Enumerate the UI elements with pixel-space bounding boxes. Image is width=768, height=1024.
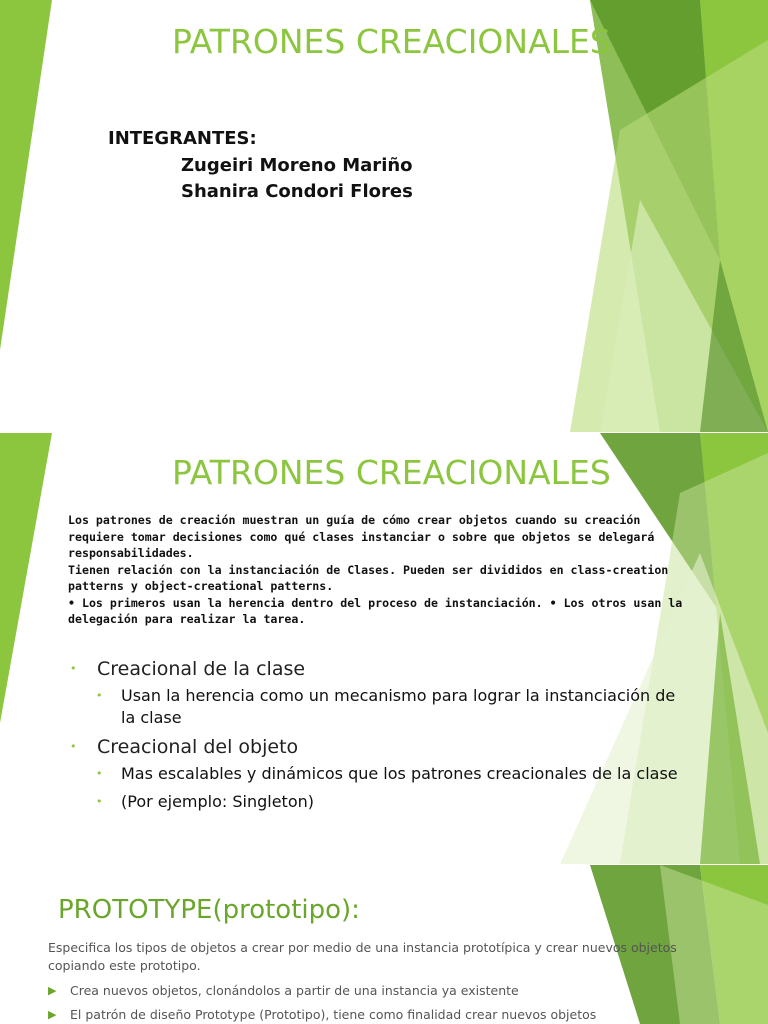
list-item-label: Creacional de la clase (97, 658, 306, 680)
green-decoration (0, 0, 768, 432)
intro-text (68, 512, 688, 628)
prototype-title (58, 895, 360, 925)
list-item (48, 1006, 688, 1024)
bullet-dot-icon: • (96, 689, 103, 702)
list-item (68, 735, 688, 759)
bullet-dot-icon: • (70, 662, 77, 675)
member-name: Shanira Condori Flores (181, 181, 413, 202)
triangle-bullet-icon: ▶ (48, 1008, 57, 1021)
bullet-dot-icon: • (96, 767, 103, 780)
list-subitem (68, 791, 688, 813)
pattern-list (68, 657, 688, 819)
list-item (48, 982, 688, 1000)
slide-title (0, 0, 768, 432)
members-heading: INTEGRANTES: (108, 128, 257, 149)
intro-paragraph: Tienen relación con la instanciación de Clases. Pueden ser divididos en class-creation patterns y object-creational patterns. (68, 562, 669, 593)
bullet-dot-icon: • (96, 795, 103, 808)
bullet-dot-icon: • (70, 740, 77, 753)
slide-patterns (0, 433, 768, 864)
prototype-list (48, 982, 688, 1024)
member-name: Zugeiri Moreno Mariño (181, 155, 413, 176)
slide-title-text: PATRONES CREACIONALES (172, 22, 611, 61)
slide-prototype (0, 865, 768, 1024)
list-item-label: Crea nuevos objetos, clonándolos a partir de una instancia ya existente (70, 983, 519, 998)
list-subitem-label: Mas escalables y dinámicos que los patrones creacionales de la clase (121, 764, 678, 783)
list-item-label: Creacional del objeto (97, 736, 299, 758)
list-subitem-label: Usan la herencia como un mecanismo para lograr la instanciación de la clase (121, 686, 676, 727)
prototype-title-paren: (prototipo): (212, 895, 360, 925)
prototype-description: Especifica los tipos de objetos a crear por medio de una instancia prototípica y crear nuevos objetos copiando este prototipo. (48, 940, 677, 973)
slide-title-text: PATRONES CREACIONALES (172, 453, 611, 492)
list-subitem (68, 763, 688, 785)
intro-paragraph: Los patrones de creación muestran un guía de cómo crear objetos cuando su creación requiere tomar decisiones como qué clases instanciar o sobre que objetos se delegará responsabilidades. (68, 513, 655, 560)
list-item (68, 657, 688, 681)
list-subitem-label: (Por ejemplo: Singleton) (121, 792, 314, 811)
list-subitem (68, 685, 688, 729)
members-block (108, 128, 413, 205)
intro-paragraph: • Los primeros usan la herencia dentro del proceso de instanciación. • Los otros usan la delegación para realizar la tarea. (68, 595, 683, 626)
prototype-title-main: PROTOTYPE (58, 895, 213, 925)
triangle-bullet-icon: ▶ (48, 984, 57, 997)
list-item-label: El patrón de diseño Prototype (Prototipo), tiene como finalidad crear nuevos objetos (70, 1007, 597, 1022)
